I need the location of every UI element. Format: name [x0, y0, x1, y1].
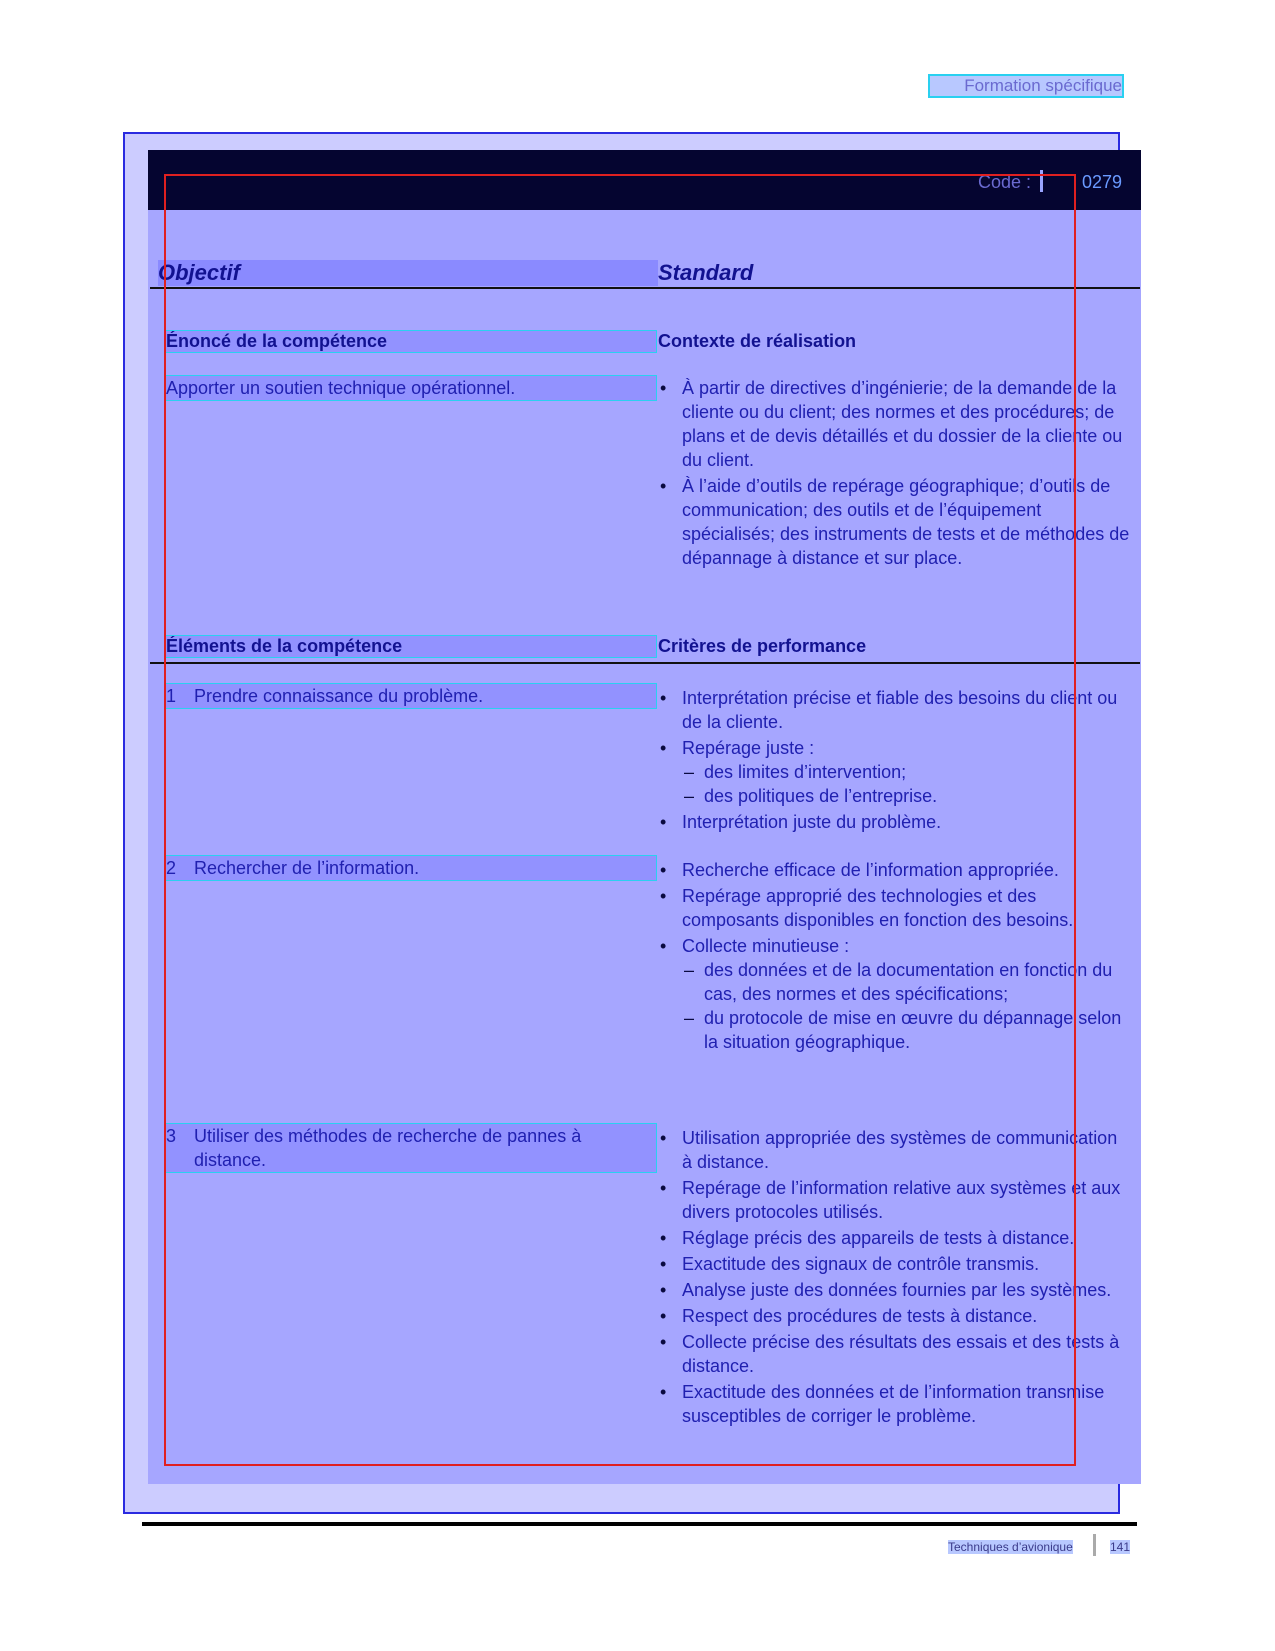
element-number: 1 [166, 686, 177, 706]
code-label: Code : [978, 172, 1032, 192]
elements-label: Éléments de la compétence [166, 636, 656, 657]
contexte-list [660, 376, 1130, 572]
element-text: Utiliser des méthodes de recherche de pannes à distance. [194, 1126, 582, 1170]
criterion-text: Utilisation appropriée des systèmes de communication à distance. [682, 1128, 1118, 1172]
element-text: Rechercher de l’information. [194, 858, 420, 878]
criterion-item [660, 884, 1130, 932]
element-number: 2 [166, 858, 177, 878]
heading-objectif: Objectif [158, 260, 658, 286]
criterion-text: Réglage précis des appareils de tests à distance. [682, 1228, 1075, 1248]
element-2 [166, 856, 656, 880]
criterion-item [660, 1176, 1130, 1224]
element-2-criteria [660, 858, 1130, 1056]
criterion-item [660, 1126, 1130, 1174]
criterion-item [660, 858, 1130, 882]
criterion-text: Interprétation juste du problème. [682, 812, 942, 832]
element-1-criteria [660, 686, 1130, 836]
page-number: 141 [1110, 1540, 1131, 1554]
footer-title: Techniques d’avionique [948, 1540, 1073, 1554]
contexte-label: Contexte de réalisation [658, 331, 857, 351]
contexte-item: • À l’aide d’outils de repérage géographique; d’outils de communication; des outils et de l’équipement spécialisés; des instruments de tests et de méthodes de dépannage à distance et sur place. [660, 474, 1130, 570]
criterion-text: Analyse juste des données fournies par les systèmes. [682, 1280, 1112, 1300]
contexte-item: • À partir de directives d’ingénierie; de la demande de la cliente ou du client; des normes et des procédures; de plans et de devis détaillés et du dossier de la cliente ou du client. [660, 376, 1130, 472]
heading-standard: Standard [658, 260, 754, 285]
elements-rule [150, 662, 1140, 664]
criterion-sublist [682, 958, 1130, 1054]
element-number: 3 [166, 1126, 177, 1146]
criteres-label: Critères de performance [658, 636, 867, 656]
criterion-item [660, 934, 1130, 1054]
element-3-criteria [660, 1126, 1130, 1430]
footer-separator [1093, 1534, 1096, 1556]
criterion-subitem: – des limites d’intervention; [682, 760, 1130, 784]
criterion-item [660, 1330, 1130, 1378]
criterion-item [660, 1226, 1130, 1250]
criterion-text: Respect des procédures de tests à distance. [682, 1306, 1038, 1326]
footer-rule [142, 1522, 1137, 1526]
code-separator [1040, 170, 1043, 192]
element-1 [166, 684, 656, 708]
criterion-item [660, 1304, 1130, 1328]
criterion-text: Exactitude des signaux de contrôle transmis. [682, 1254, 1040, 1274]
code-value: 0279 [1082, 172, 1123, 192]
enonce-text: Apporter un soutien technique opérationnel. [166, 376, 656, 400]
criterion-text: Repérage juste : [682, 738, 815, 758]
criterion-subitem: – des politiques de l’entreprise. [682, 784, 1130, 808]
criterion-item [660, 686, 1130, 734]
criterion-text: Repérage approprié des technologies et des composants disponibles en fonction des besoins. [682, 886, 1074, 930]
heading-rule [150, 287, 1140, 289]
criterion-item [660, 1252, 1130, 1276]
criterion-item [660, 1278, 1130, 1302]
criterion-item [660, 736, 1130, 808]
criterion-text: Collecte minutieuse : [682, 936, 850, 956]
enonce-label: Énoncé de la compétence [166, 331, 656, 352]
element-text: Prendre connaissance du problème. [194, 686, 484, 706]
criterion-text: Recherche efficace de l’information appropriée. [682, 860, 1059, 880]
criterion-item [660, 1380, 1130, 1428]
running-head: Formation spécifique [930, 76, 1122, 96]
criterion-subitem: – des données et de la documentation en fonction du cas, des normes et des spécifications; [682, 958, 1130, 1006]
criterion-subitem: – du protocole de mise en œuvre du dépannage selon la situation géographique. [682, 1006, 1130, 1054]
element-3 [166, 1124, 656, 1172]
criterion-item [660, 810, 1130, 834]
criterion-sublist [682, 760, 1130, 808]
criterion-text: Repérage de l’information relative aux systèmes et aux divers protocoles utilisés. [682, 1178, 1121, 1222]
criterion-text: Exactitude des données et de l’information transmise susceptibles de corriger le problème. [682, 1382, 1105, 1426]
criterion-text: Interprétation précise et fiable des besoins du client ou de la cliente. [682, 688, 1118, 732]
criterion-text: Collecte précise des résultats des essais et des tests à distance. [682, 1332, 1120, 1376]
